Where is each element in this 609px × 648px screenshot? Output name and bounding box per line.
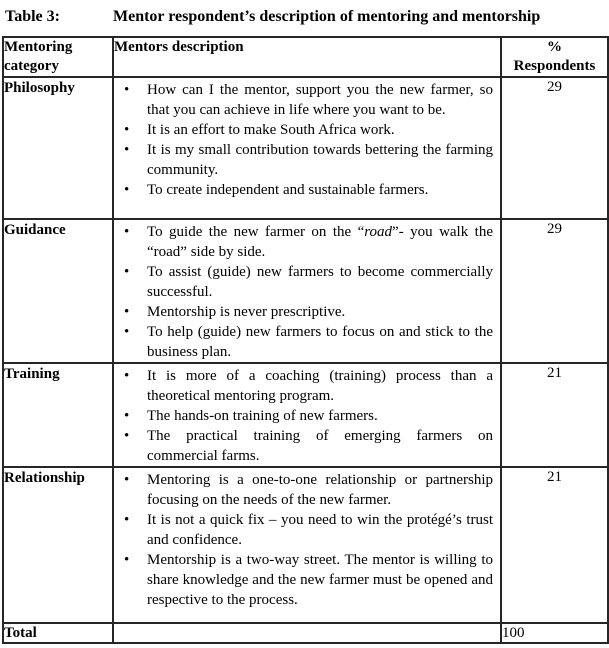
page-title: Mentor respondent’s description of mentoring and mentorship [113, 8, 541, 25]
total-row [3, 623, 608, 643]
bullet-icon: • [124, 552, 130, 568]
bullet-text: How can I the mentor, support you the new farmer, so that you can achieve in life where you want to be. [147, 82, 493, 118]
description-cell [113, 363, 501, 467]
bullet-item [114, 222, 500, 262]
bullet-icon: • [124, 82, 130, 98]
bullet-icon: • [124, 512, 130, 528]
header-row [3, 37, 608, 77]
description-column-header: Mentors description [113, 37, 501, 77]
bullet-text-segment: ”- you walk the “road” side by side. [147, 224, 493, 260]
bullet-item [114, 302, 500, 322]
bullet-item [114, 140, 500, 180]
bullet-item [114, 262, 500, 302]
bullet-text: It is an effort to make South Africa work. [147, 122, 395, 138]
bullet-text [147, 224, 493, 260]
category-cell: Philosophy [3, 77, 113, 219]
table-caption [0, 0, 609, 36]
bullet-icon: • [124, 428, 130, 444]
bullet-item [114, 322, 500, 362]
table-row [3, 77, 608, 219]
bullet-icon: • [124, 408, 130, 424]
percent-cell: 29 [501, 77, 608, 219]
bullet-item [114, 180, 500, 200]
bullet-text-segment: To guide the new farmer on the “ [147, 224, 365, 240]
percent-column-header [501, 37, 608, 77]
description-cell [113, 219, 501, 363]
table-row [3, 363, 608, 467]
bullet-icon: • [124, 324, 130, 340]
bullet-text: The practical training of emerging farmers on commercial farms. [147, 428, 493, 464]
bullet-item [114, 80, 500, 120]
percent-cell: 21 [501, 467, 608, 623]
bullet-list [114, 468, 500, 610]
percent-cell: 21 [501, 363, 608, 467]
bullet-item [114, 406, 500, 426]
bullet-item [114, 470, 500, 510]
bullet-text: To create independent and sustainable farmers. [147, 182, 429, 198]
bullet-icon: • [124, 368, 130, 384]
bullet-text-italic-segment: road [364, 224, 393, 240]
percent-cell: 29 [501, 219, 608, 363]
bullet-list [114, 78, 500, 200]
bullet-text: It is my small contribution towards bettering the farming community. [147, 142, 493, 178]
bullet-item [114, 366, 500, 406]
description-cell [113, 467, 501, 623]
mentoring-table [2, 36, 609, 644]
category-cell: Relationship [3, 467, 113, 623]
description-cell-empty [113, 623, 501, 643]
bullet-text: Mentorship is never prescriptive. [147, 304, 346, 320]
bullet-text: The hands-on training of new farmers. [147, 408, 378, 424]
bullet-list [114, 364, 500, 466]
bullet-icon: • [124, 142, 130, 158]
category-cell: Guidance [3, 219, 113, 363]
total-value: 100 [501, 623, 608, 643]
bullet-item [114, 510, 500, 550]
bullet-text: It is more of a coaching (training) process than a theoretical mentoring program. [147, 368, 493, 404]
bullet-icon: • [124, 264, 130, 280]
bullet-text: It is not a quick fix – you need to win the protégé’s trust and confidence. [147, 512, 493, 548]
category-cell: Training [3, 363, 113, 467]
percent-header-symbol: % [547, 39, 562, 55]
bullet-icon: • [124, 224, 130, 240]
bullet-item [114, 550, 500, 610]
bullet-icon: • [124, 122, 130, 138]
bullet-text: To assist (guide) new farmers to become commercially successful. [147, 264, 493, 300]
table-row [3, 219, 608, 363]
bullet-text: Mentorship is a two-way street. The mentor is willing to share knowledge and the new farmer must be opened and respective to the process. [147, 552, 493, 608]
bullet-text: Mentoring is a one-to-one relationship or partnership focusing on the needs of the new farmer. [147, 472, 493, 508]
total-label: Total [3, 623, 113, 643]
table-row [3, 467, 608, 623]
bullet-list [114, 220, 500, 362]
bullet-item [114, 426, 500, 466]
bullet-item [114, 120, 500, 140]
bullet-text: To help (guide) new farmers to focus on and stick to the business plan. [147, 324, 493, 360]
bullet-icon: • [124, 472, 130, 488]
category-column-header: Mentoring category [3, 37, 113, 77]
bullet-icon: • [124, 304, 130, 320]
bullet-icon: • [124, 182, 130, 198]
table-caption-number: Table 3: [5, 8, 60, 25]
percent-header-word: Respondents [513, 58, 596, 74]
description-cell [113, 77, 501, 219]
